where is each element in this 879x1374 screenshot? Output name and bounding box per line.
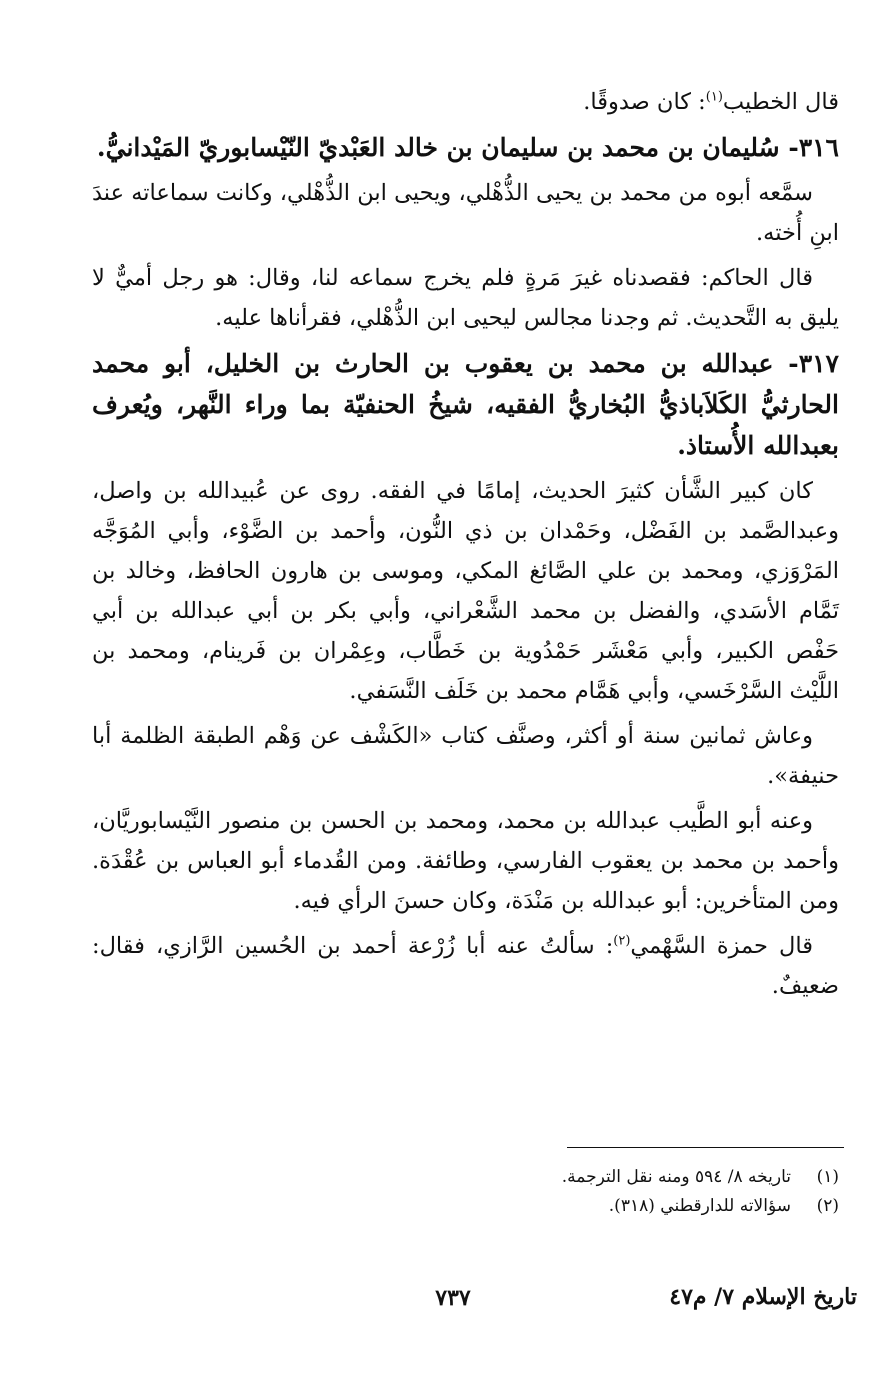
entry-316-heading bbox=[92, 127, 839, 168]
paragraph-hamza bbox=[92, 926, 839, 1006]
running-footer-title: تاريخ الإسلام ٧/ م٤٧ bbox=[669, 1284, 857, 1310]
page-number: ٧٣٧ bbox=[435, 1285, 471, 1311]
footnote-text: سؤالاته للدارقطني (٣١٨). bbox=[608, 1196, 791, 1216]
paragraph: كان كبير الشَّأن كثيرَ الحديث، إمامًا في الفقه. روى عن عُبيدالله بن واصل، وعبدالصَّمد بن الفَضْل، وحَمْدان بن ذي النُّون، وأحمد بن الضَّوْء، وأبي المُوَجَّه المَرْوَزي، ومحمد بن علي الصَّائغ المكي، وموسى بن هارون الحافظ، وخالد بن تَمَّام الأسَدي، والفضل بن محمد الشَّعْراني، وأبي بكر بن أبي عبدالله بن أبي حَفْص الكبير، وأبي مَعْشَر حَمْدُوية بن خَطَّاب، وعِمْران بن فَرينام، ومحمد بن اللَّيْث السَّرْخَسي، وأبي هَمَّام محمد بن خَلَف النَّسَفي. bbox=[92, 478, 839, 704]
footnote-ref-1: (١) bbox=[705, 89, 723, 105]
entry-number: ٣١٧- bbox=[788, 349, 839, 378]
entry-number: ٣١٦- bbox=[788, 133, 839, 162]
entry-title: سُليمان بن محمد بن سليمان بن خالد العَبْديّ النّيْسابوريّ المَيْدانيُّ. bbox=[96, 133, 780, 162]
footnote-number: (٢) bbox=[816, 1196, 839, 1216]
main-text bbox=[92, 82, 839, 1011]
entry-title: عبدالله بن محمد بن يعقوب بن الحارث بن الخليل، أبو محمد الحارثيُّ الكَلاَباذيُّ البُخاريُّ الفقيه، شيخُ الحنفيّة بما وراء النَّهر، ويُعرف بعبدالله الأُستاذ. bbox=[92, 349, 839, 460]
footnote-number: (١) bbox=[816, 1167, 839, 1187]
footnote-2 bbox=[279, 1192, 839, 1221]
footnote-text: تاريخه ٨/ ٥٩٤ ومنه نقل الترجمة. bbox=[561, 1167, 791, 1187]
paragraph-text: قال حمزة السَّهْمي bbox=[630, 933, 813, 959]
paragraph: قال الحاكم: فقصدناه غيرَ مَرةٍ فلم يخرج سماعه لنا، وقال: هو رجل أميٌّ لا يليق به التَّحديث. ثم وجدنا مجالس ليحيى ابن الذُّهْلي، فقرأناها عليه. bbox=[92, 265, 839, 331]
footnote-ref-2: (٢) bbox=[613, 933, 631, 949]
entry-317-heading bbox=[92, 343, 839, 466]
footnotes bbox=[279, 1163, 839, 1221]
paragraph: وعنه أبو الطَّيب عبدالله بن محمد، ومحمد بن الحسن بن منصور النَّيْسابوريَّان، وأحمد بن محمد بن يعقوب الفارسي، وطائفة. ومن القُدماء أبو العباس بن عُقْدَة. ومن المتأخرين: أبو عبدالله بن مَنْدَة، وكان حسنَ الرأي فيه. bbox=[92, 808, 839, 914]
footnote-divider bbox=[567, 1147, 844, 1148]
paragraph-text: قال الخطيب bbox=[722, 89, 839, 115]
paragraph-text: : كان صدوقًا. bbox=[583, 89, 706, 115]
footnote-1 bbox=[279, 1163, 839, 1192]
paragraph-khatib bbox=[92, 82, 839, 122]
paragraph: وعاش ثمانين سنة أو أكثر، وصنَّف كتاب «الكَشْف عن وَهْم الطبقة الظلمة أبا حنيفة». bbox=[92, 723, 839, 789]
paragraph-text: : سألتُ عنه أبا زُرْعة أحمد بن الحُسين الرَّازي، فقال: ضعيفٌ. bbox=[92, 933, 839, 999]
paragraph: سمَّعه أبوه من محمد بن يحيى الذُّهْلي، ويحيى ابن الذُّهْلي، وكانت سماعاته عندَ ابنِ أُخته. bbox=[92, 180, 839, 246]
